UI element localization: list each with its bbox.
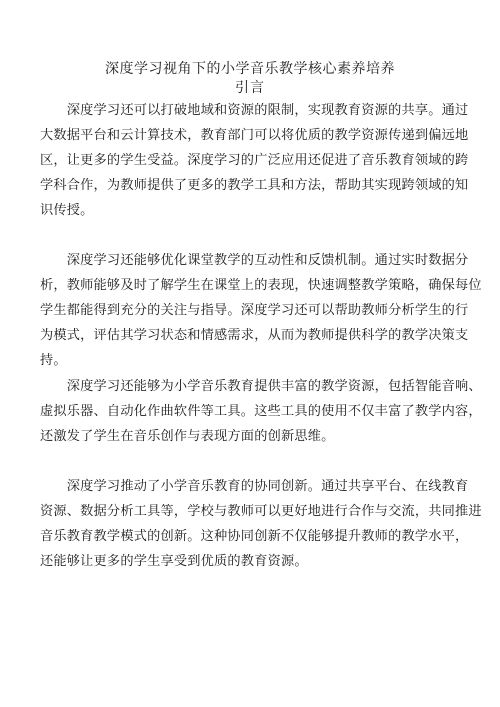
paragraph-line: 深度学习还能够为小学音乐教育提供丰富的教学资源，包括智能音响、 [40,379,482,394]
paragraph-line: 区，让更多的学生受益。深度学习的广泛应用还促进了音乐教育领域的跨 [40,153,469,168]
paragraph-2 [40,248,482,373]
paragraph-line: 深度学习推动了小学音乐教育的协同创新。通过共享平台、在线教育 [40,479,469,494]
paragraph-1 [40,98,469,223]
paragraph-line: 持。 [40,353,67,368]
paragraph-line: 深度学习还能够优化课堂教学的互动性和反馈机制。通过实时数据分 [40,253,469,268]
paragraph-line: 还激发了学生在音乐创作与表现方面的创新思维。 [40,429,335,444]
document-title: 深度学习视角下的小学音乐教学核心素养培养 [105,61,395,77]
paragraph-line: 析，教师能够及时了解学生在课堂上的表现，快速调整教学策略，确保每位 [40,278,482,293]
paragraph-line: 资源、数据分析工具等，学校与教师可以更好地进行合作与交流，共同推进 [40,504,482,519]
paragraph-line: 识传授。 [40,203,94,218]
paragraph-line: 为模式，评估其学习状态和情感需求，从而为教师提供科学的教学决策支 [40,328,469,343]
paragraph-line: 学科合作，为教师提供了更多的教学工具和方法，帮助其实现跨领域的知 [40,178,469,193]
paragraph-line: 音乐教育教学模式的创新。这种协同创新不仅能够提升教师的教学水平， [40,529,469,544]
document-subtitle: 引言 [235,80,265,96]
paragraph-line: 深度学习还可以打破地域和资源的限制，实现教育资源的共享。通过 [40,103,469,118]
paragraph-3 [40,374,482,449]
paragraph-line: 学生都能得到充分的关注与指导。深度学习还可以帮助教师分析学生的行 [40,303,469,318]
paragraph-4 [40,474,482,574]
paragraph-line: 还能够让更多的学生享受到优质的教育资源。 [40,554,308,569]
paragraph-line: 虚拟乐器、自动化作曲软件等工具。这些工具的使用不仅丰富了教学内容， [40,404,482,419]
paragraph-line: 大数据平台和云计算技术，教育部门可以将优质的教学资源传递到偏远地 [40,128,469,143]
